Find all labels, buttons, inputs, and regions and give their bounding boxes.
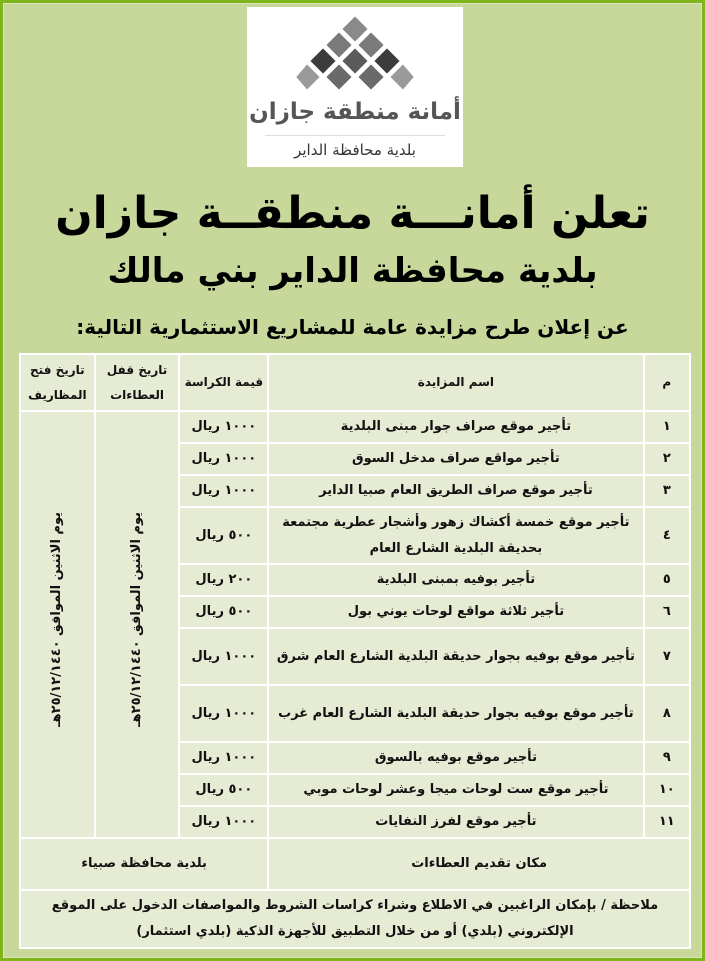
- row-num: ٤: [644, 507, 690, 564]
- row-price: ٥٠٠ ريال: [179, 507, 268, 564]
- note-row: [20, 890, 690, 948]
- row-name: تأجير بوفيه بمبنى البلدية: [268, 564, 643, 596]
- row-price: ١٠٠٠ ريال: [179, 411, 268, 443]
- row-num: ٧: [644, 628, 690, 685]
- row-price: ١٠٠٠ ريال: [179, 475, 268, 507]
- page-subtitle: بلدية محافظة الداير بني مالك: [107, 251, 598, 291]
- row-name: تأجير موقع صراف الطريق العام صبيا الداير: [268, 475, 643, 507]
- logo-divider: [265, 135, 445, 136]
- submission-place-label: مكان تقديم العطاءات: [268, 838, 690, 890]
- row-name: تأجير موقع خمسة أكشاك زهور وأشجار عطرية مجتمعة بحديقة البلدية الشارع العام: [268, 507, 643, 564]
- submission-place-value: بلدية محافظة صبياء: [20, 838, 268, 890]
- row-num: ٣: [644, 475, 690, 507]
- auction-table: [19, 353, 691, 949]
- row-price: ٥٠٠ ريال: [179, 774, 268, 806]
- note-text: ملاحظة / بإمكان الراغبين في الاطلاع وشراء كراسات الشروط والمواصفات الدخول على الموقع الإلكتروني (بلدي) أو من خلال التطبيق للأجهزة الذكية (بلدي استثمار): [20, 890, 690, 948]
- row-price: ١٠٠٠ ريال: [179, 628, 268, 685]
- header-price: قيمة الكراسة: [179, 354, 268, 411]
- row-num: ٢: [644, 443, 690, 475]
- close-date-value: يوم الاثنين الموافق ٢٥/١٢/١٤٤٠هـ: [129, 512, 145, 727]
- row-name: تأجير ثلاثة مواقع لوحات يوني بول: [268, 596, 643, 628]
- diamond-pyramid-logo-icon: [295, 15, 415, 99]
- intro-text: عن إعلان طرح مزايدة عامة للمشاريع الاستثمارية التالية:: [76, 315, 629, 339]
- close-date-cell: [95, 411, 180, 838]
- row-name: تأجير مواقع صراف مدخل السوق: [268, 443, 643, 475]
- table-row: [20, 411, 690, 443]
- row-price: ٥٠٠ ريال: [179, 596, 268, 628]
- row-num: ٥: [644, 564, 690, 596]
- logo-name: أمانة منطقة جازان: [249, 99, 461, 125]
- logo: [247, 7, 463, 167]
- row-num: ١٠: [644, 774, 690, 806]
- row-num: ٩: [644, 742, 690, 774]
- row-name: تأجير موقع بوفيه بجوار حديقة البلدية الشارع العام شرق: [268, 628, 643, 685]
- row-price: ١٠٠٠ ريال: [179, 443, 268, 475]
- row-num: ١: [644, 411, 690, 443]
- header-open-date: تاريخ فتح المظاريف: [20, 354, 95, 411]
- row-name: تأجير موقع بوفيه بالسوق: [268, 742, 643, 774]
- row-price: ١٠٠٠ ريال: [179, 685, 268, 742]
- row-num: ٦: [644, 596, 690, 628]
- header-name: اسم المزايدة: [268, 354, 643, 411]
- row-price: ٢٠٠ ريال: [179, 564, 268, 596]
- open-date-cell: [20, 411, 95, 838]
- row-price: ١٠٠٠ ريال: [179, 806, 268, 838]
- open-date-value: يوم الاثنين الموافق ٢٥/١٢/١٤٤٠هـ: [49, 512, 65, 727]
- header-num: م: [644, 354, 690, 411]
- row-name: تأجير موقع لفرز النفايات: [268, 806, 643, 838]
- submission-place-row: [20, 838, 690, 890]
- logo-subtitle: بلدية محافظة الداير: [294, 141, 416, 159]
- row-num: ١١: [644, 806, 690, 838]
- page-title: تعلن أمانـــة منطقــة جازان: [55, 188, 650, 239]
- row-name: تأجير موقع ست لوحات ميجا وعشر لوحات موبي: [268, 774, 643, 806]
- table-header-row: [20, 354, 690, 411]
- announcement-page: [3, 3, 702, 958]
- row-num: ٨: [644, 685, 690, 742]
- header-close-date: تاريخ قفل العطاءات: [95, 354, 180, 411]
- row-price: ١٠٠٠ ريال: [179, 742, 268, 774]
- row-name: تأجير موقع بوفيه بجوار حديقة البلدية الشارع العام غرب: [268, 685, 643, 742]
- row-name: تأجير موقع صراف جوار مبنى البلدية: [268, 411, 643, 443]
